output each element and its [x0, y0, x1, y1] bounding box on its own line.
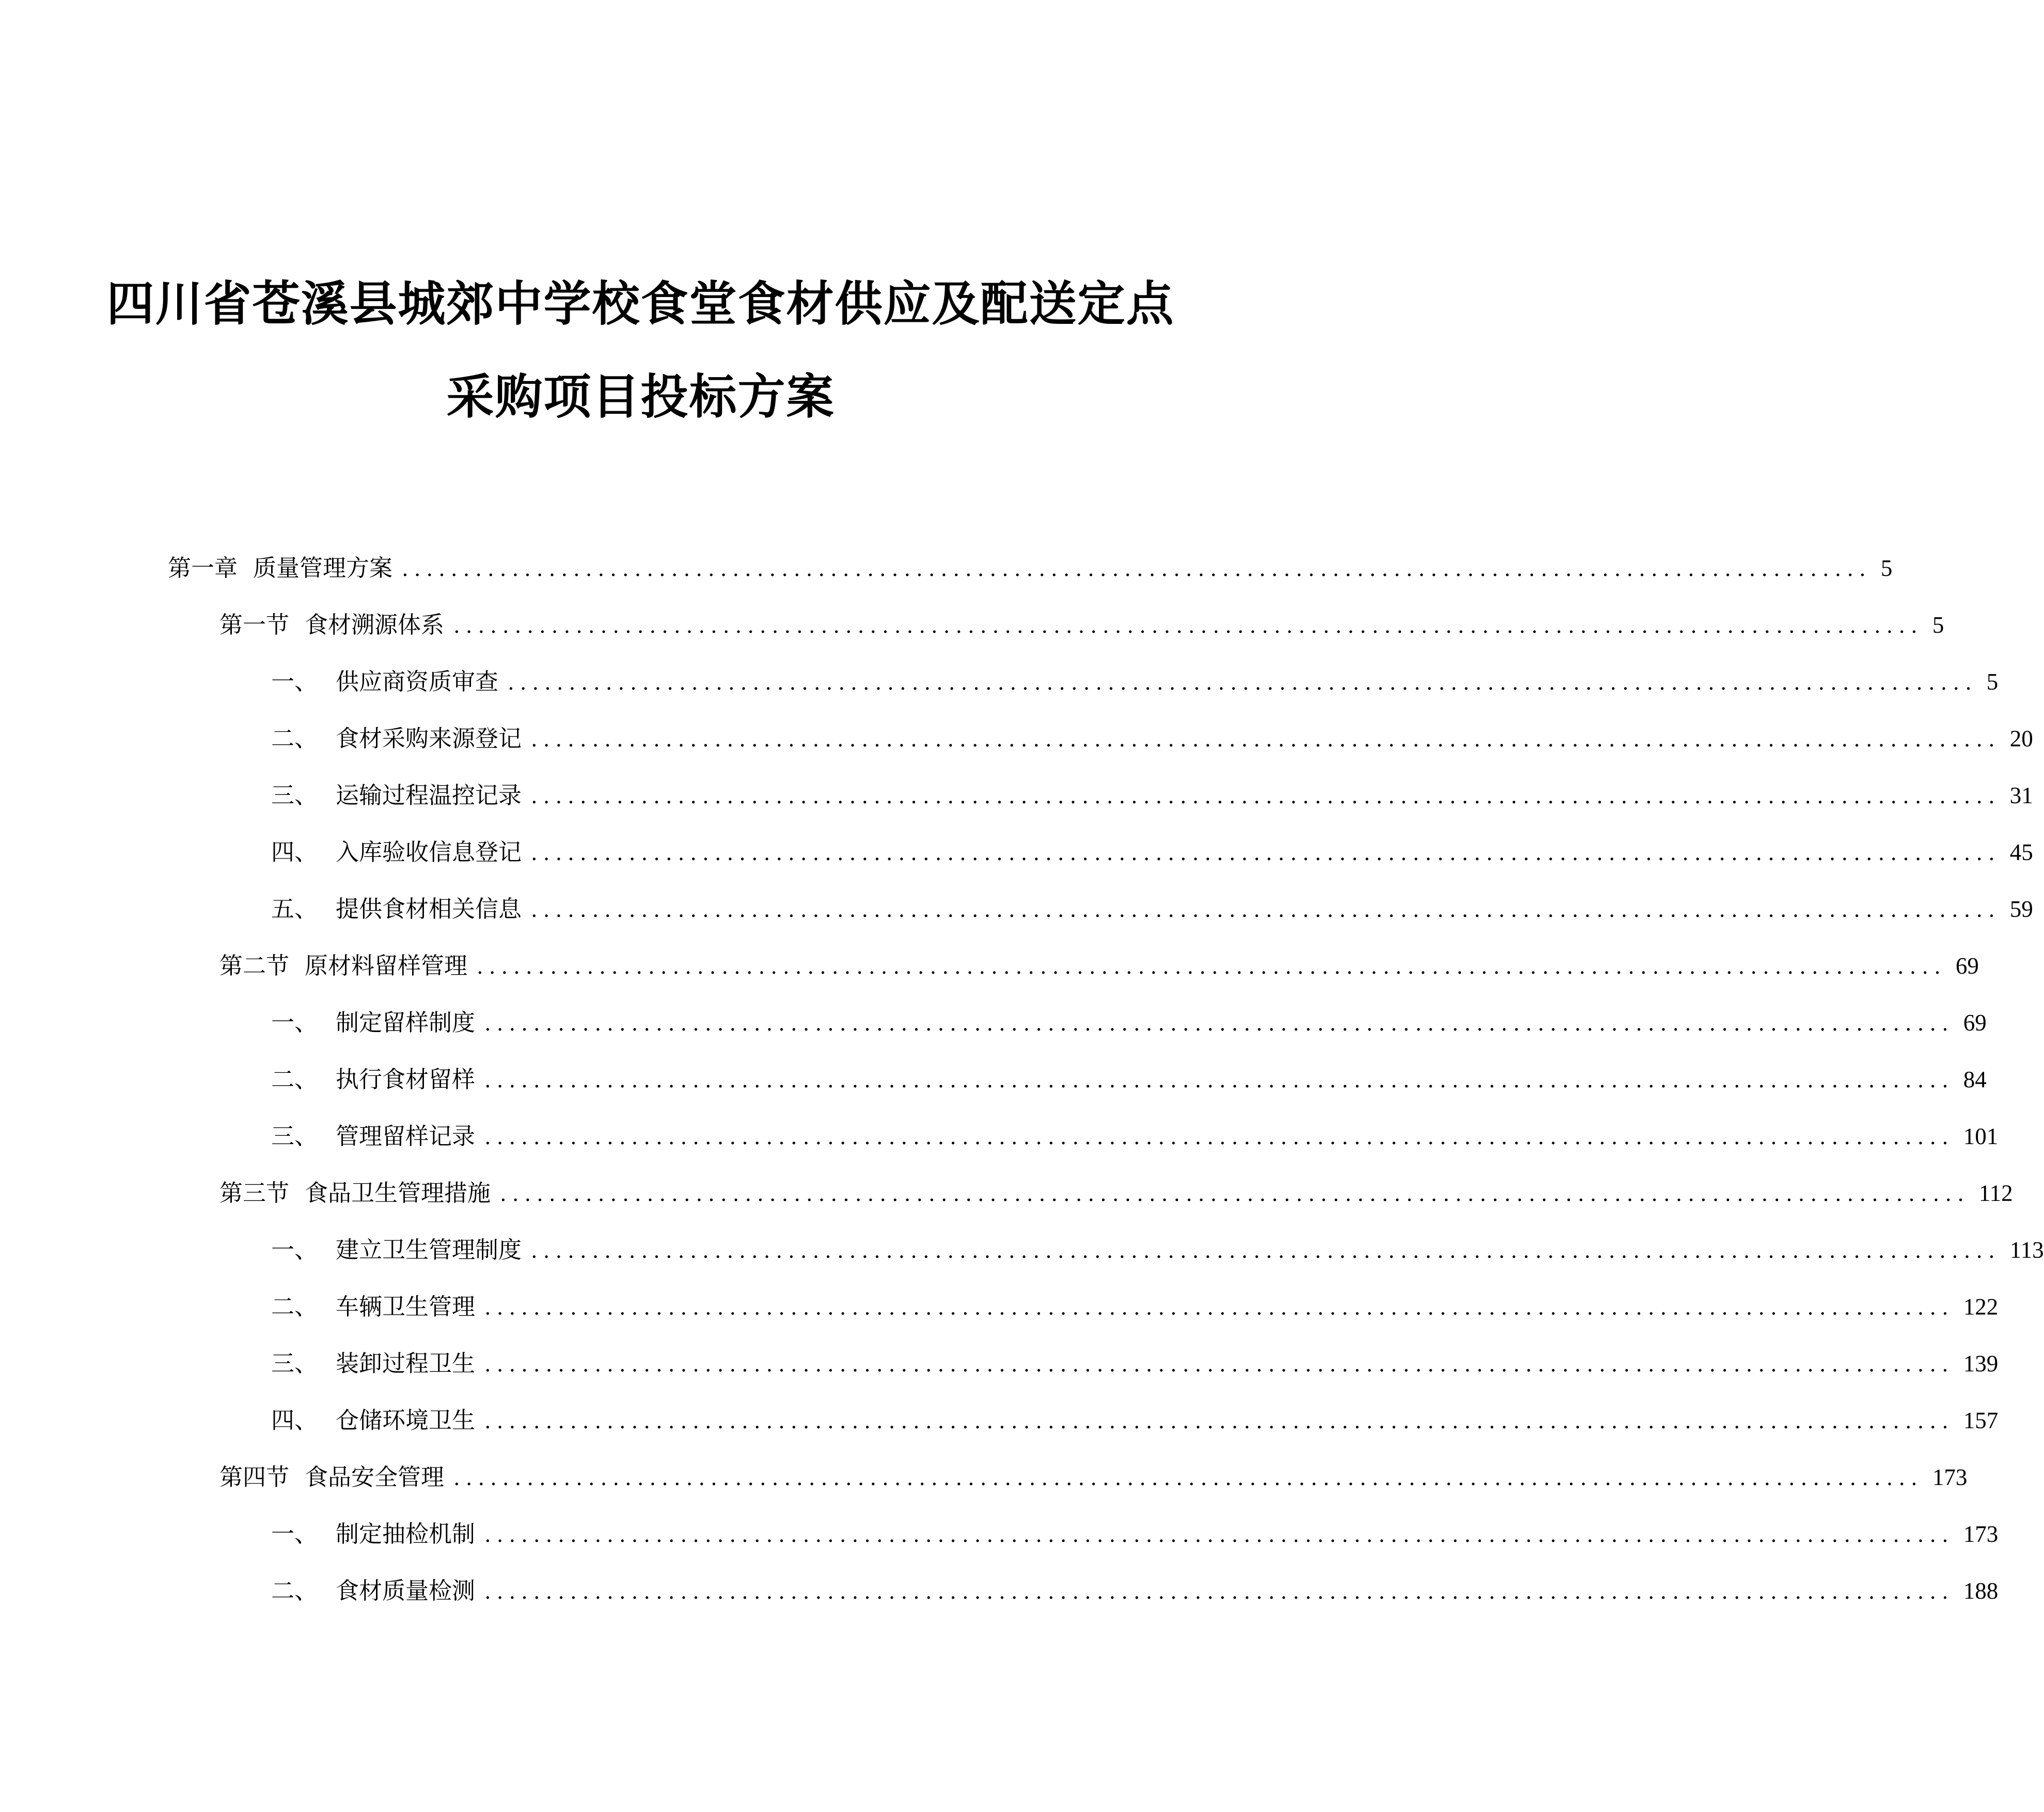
toc-entry-page-number: 122: [1963, 1294, 1999, 1320]
toc-dot-leader: ........................................................................................................................: [477, 955, 1946, 979]
toc-entry[interactable]: [219, 950, 1979, 981]
toc-entry-title: 车辆卫生管理: [336, 1293, 476, 1320]
toc-entry-number: 三、: [271, 1350, 318, 1377]
toc-entry[interactable]: [271, 1405, 1999, 1436]
toc-dot-leader: ........................................................................................................................: [484, 1353, 1954, 1377]
toc-entry-number: 第二节: [219, 952, 290, 979]
toc-entry-title: 入库验收信息登记: [336, 838, 522, 866]
toc-entry-title: 食品安全管理: [305, 1463, 445, 1491]
document-title-line-1: 四川省苍溪县城郊中学校食堂食材供应及配送定点: [106, 276, 1175, 332]
toc-entry[interactable]: [271, 1519, 1999, 1550]
toc-entry-title: 食材溯源体系: [305, 611, 445, 638]
toc-entry[interactable]: [219, 610, 1944, 641]
toc-entry[interactable]: [271, 723, 2033, 754]
toc-entry[interactable]: [271, 1121, 1999, 1152]
toc-entry[interactable]: [271, 1348, 1999, 1379]
toc-entry-page-number: 173: [1963, 1521, 1999, 1547]
toc-entry-number: 第四节: [219, 1463, 290, 1491]
toc-entry-page-number: 112: [1978, 1180, 2013, 1206]
toc-dot-leader: ........................................................................................................................: [500, 1182, 1970, 1206]
toc-dot-leader: ........................................................................................................................: [484, 1126, 1954, 1149]
toc-entry-page-number: 84: [1963, 1067, 1987, 1092]
toc-entry-page-number: 45: [2009, 839, 2033, 865]
toc-entry-number: 三、: [271, 782, 318, 809]
toc-entry[interactable]: [271, 837, 2033, 868]
toc-dot-leader: ........................................................................................................................: [484, 1523, 1954, 1547]
toc-entry-page-number: 69: [1963, 1010, 1987, 1036]
toc-entry-page-number: 31: [2009, 783, 2033, 808]
toc-entry-number: 三、: [271, 1122, 318, 1150]
toc-entry-page-number: 173: [1932, 1464, 1968, 1490]
toc-entry-page-number: 69: [1955, 953, 1979, 979]
toc-entry-page-number: 5: [1932, 612, 1944, 638]
toc-entry-title: 食材采购来源登记: [336, 725, 522, 752]
toc-dot-leader: ........................................................................................................................: [453, 1466, 1923, 1490]
toc-dot-leader: ........................................................................................................................: [484, 1580, 1954, 1604]
toc-dot-leader: ........................................................................................................................: [508, 671, 1977, 695]
toc-entry-page-number: 5: [1986, 669, 1999, 695]
toc-entry-number: 第三节: [219, 1179, 290, 1207]
toc-entry[interactable]: [219, 1178, 2013, 1209]
toc-entry-number: 二、: [271, 725, 318, 752]
toc-entry-number: 一、: [271, 1236, 318, 1263]
toc-entry-title: 仓储环境卫生: [336, 1407, 476, 1434]
toc-entry-page-number: 157: [1963, 1408, 1999, 1433]
toc-entry-number: 二、: [271, 1293, 318, 1320]
toc-entry-page-number: 59: [2009, 896, 2033, 922]
toc-entry[interactable]: [271, 894, 2033, 925]
toc-entry[interactable]: [271, 1575, 1999, 1606]
toc-entry-title: 装卸过程卫生: [336, 1350, 476, 1377]
toc-entry[interactable]: [271, 1235, 2044, 1266]
toc-dot-leader: ........................................................................................................................: [531, 785, 2001, 808]
toc-entry-title: 制定抽检机制: [336, 1520, 476, 1548]
toc-dot-leader: ........................................................................................................................: [531, 898, 2001, 922]
toc-entry-title: 食材质量检测: [336, 1577, 476, 1604]
toc-entry[interactable]: [271, 1064, 1987, 1095]
toc-entry[interactable]: [271, 1007, 1987, 1038]
toc-dot-leader: ........................................................................................................................: [531, 841, 2001, 865]
toc-dot-leader: ........................................................................................................................: [531, 1239, 2001, 1263]
toc-dot-leader: ........................................................................................................................: [402, 557, 1872, 581]
toc-entry-title: 食品卫生管理措施: [305, 1179, 491, 1207]
toc-dot-leader: ........................................................................................................................: [484, 1069, 1954, 1092]
document-title-line-2: 采购项目投标方案: [446, 369, 835, 425]
toc-entry-number: 第一章: [168, 554, 238, 582]
toc-entry-number: 二、: [271, 1577, 318, 1604]
toc-entry[interactable]: [271, 666, 1999, 697]
toc-entry-number: 四、: [271, 838, 318, 866]
toc-entry-title: 建立卫生管理制度: [336, 1236, 522, 1263]
toc-entry[interactable]: [271, 780, 2033, 811]
toc-entry-number: 一、: [271, 1009, 318, 1036]
toc-entry-title: 供应商资质审查: [336, 668, 499, 695]
toc-entry-number: 一、: [271, 1520, 318, 1548]
toc-entry-title: 原材料留样管理: [305, 952, 468, 979]
toc-entry-title: 执行食材留样: [336, 1066, 476, 1093]
toc-entry-title: 制定留样制度: [336, 1009, 476, 1036]
toc-entry-number: 一、: [271, 668, 318, 695]
toc-entry[interactable]: [219, 1462, 1968, 1493]
toc-entry-page-number: 101: [1963, 1123, 1999, 1149]
toc-entry-title: 质量管理方案: [253, 554, 393, 582]
toc-dot-leader: ........................................................................................................................: [531, 728, 2001, 752]
toc-dot-leader: ........................................................................................................................: [453, 614, 1923, 638]
toc-dot-leader: ........................................................................................................................: [484, 1296, 1954, 1320]
toc-entry-title: 提供食材相关信息: [336, 895, 522, 923]
toc-entry-title: 运输过程温控记录: [336, 782, 522, 809]
toc-entry-number: 五、: [271, 895, 318, 923]
toc-entry-number: 四、: [271, 1407, 318, 1434]
toc-dot-leader: ........................................................................................................................: [484, 1012, 1954, 1036]
toc-entry-page-number: 5: [1880, 555, 1893, 581]
toc-entry-page-number: 188: [1963, 1578, 1999, 1604]
toc-entry-number: 二、: [271, 1066, 318, 1093]
toc-entry-page-number: 113: [2009, 1237, 2044, 1263]
toc-dot-leader: ........................................................................................................................: [484, 1410, 1954, 1433]
toc-entry-page-number: 20: [2009, 726, 2033, 752]
toc-entry[interactable]: [168, 553, 1893, 584]
toc-entry-number: 第一节: [219, 611, 290, 638]
toc-entry-page-number: 139: [1963, 1351, 1999, 1377]
toc-entry-title: 管理留样记录: [336, 1122, 476, 1150]
toc-entry[interactable]: [271, 1291, 1999, 1322]
